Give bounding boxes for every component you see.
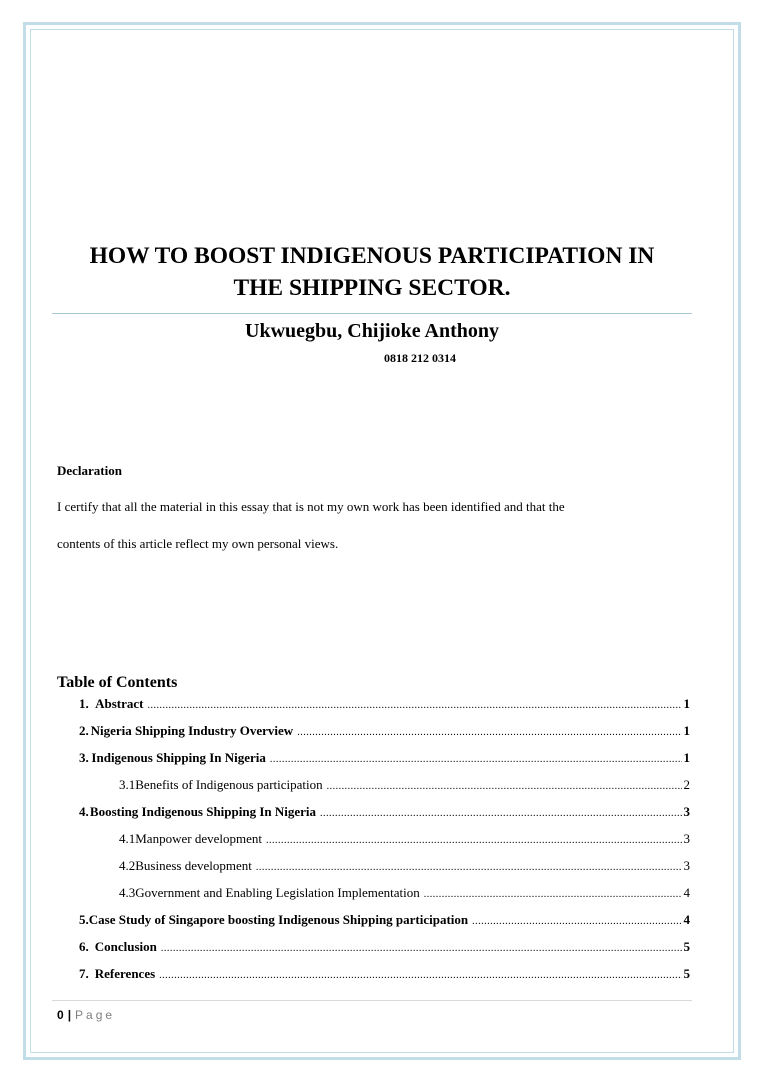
toc-leader-dots [159,967,681,985]
toc-entry-number: 3.1 [119,777,136,792]
toc-entry-number: 4.3 [119,885,136,900]
toc-entry-label: References [94,966,156,981]
toc-entry-nigeria-shipping-overview[interactable] [79,722,690,742]
toc-entry-references[interactable] [79,965,690,985]
toc-entry-label: Abstract [95,696,144,711]
toc-entry-number: 4. [79,804,89,819]
toc-entry-label: Business development [135,858,252,873]
toc-entry-number: 2. [79,723,89,738]
declaration-heading: Declaration [57,463,122,478]
toc-leader-dots [266,832,682,850]
toc-entry-abstract[interactable] [79,695,690,715]
toc-leader-dots [327,778,682,796]
toc-entry-case-study[interactable] [79,911,690,931]
author-name: Ukwuegbu, Chijioke Anthony [245,320,499,342]
toc-entry-page: 1 [683,696,690,711]
toc-entry-page: 4 [683,912,690,927]
toc-leader-dots [320,805,681,823]
declaration-line-1: I certify that all the material in this essay that is not my own work has been identified and that the [57,499,565,514]
toc-entry-page: 5 [683,966,690,981]
toc-entry-label: Case Study of Singapore boosting Indigenous Shipping participation [88,912,469,927]
toc-heading: Table of Contents [57,674,178,691]
toc-leader-dots [148,697,682,715]
toc-leader-dots [256,859,682,877]
toc-leader-dots [297,724,681,742]
title-line-1: HOW TO BOOST INDIGENOUS PARTICIPATION IN [89,243,655,269]
toc-entry-label: Indigenous Shipping In Nigeria [91,750,266,765]
toc-entry-government[interactable] [119,884,690,904]
toc-entry-boosting-shipping[interactable] [79,803,690,823]
toc-entry-manpower[interactable] [119,830,690,850]
author-phone: 0818 212 0314 [384,351,456,365]
toc-entry-number: 1. [79,696,89,711]
toc-entry-number: 7. [79,966,89,981]
toc-entry-number: 3. [79,750,89,765]
title-line-2: THE SHIPPING SECTOR. [233,275,511,301]
toc-entry-label: Conclusion [94,939,157,954]
toc-entry-number: 5. [79,912,89,927]
toc-entry-page: 3 [683,831,690,846]
toc-entry-page: 5 [683,939,690,954]
toc-entry-page: 1 [683,750,690,765]
toc-entry-page: 3 [683,804,690,819]
toc-entry-benefits[interactable] [119,776,690,796]
toc-leader-dots [472,913,681,931]
toc-entry-label: Nigeria Shipping Industry Overview [90,723,294,738]
toc-entry-page: 3 [683,858,690,873]
declaration-line-2: contents of this article reflect my own personal views. [57,536,339,551]
title-divider [52,313,692,314]
toc-entry-number: 4.1 [119,831,136,846]
footer-page-word: Page [75,1008,116,1022]
footer-divider [52,1000,692,1001]
toc-entry-number: 6. [79,939,89,954]
toc-entry-number: 4.2 [119,858,136,873]
toc-entry-label: Manpower development [135,831,262,846]
toc-leader-dots [424,886,682,904]
toc-entry-page: 1 [683,723,690,738]
toc-entry-business[interactable] [119,857,690,877]
toc-entry-page: 4 [683,885,690,900]
document-title [52,240,692,304]
toc-leader-dots [161,940,682,958]
toc-entry-label: Benefits of Indigenous participation [135,777,323,792]
toc-leader-dots [270,751,682,769]
footer-separator: | [67,1008,72,1022]
toc-entry-label: Boosting Indigenous Shipping In Nigeria [89,804,317,819]
toc-entry-conclusion[interactable] [79,938,690,958]
toc-entry-page: 2 [683,777,690,792]
footer-page-number: 0 [57,1008,64,1022]
toc-entry-label: Government and Enabling Legislation Implementation [135,885,420,900]
toc-entry-indigenous-shipping[interactable] [79,749,690,769]
page-footer [57,1007,115,1023]
